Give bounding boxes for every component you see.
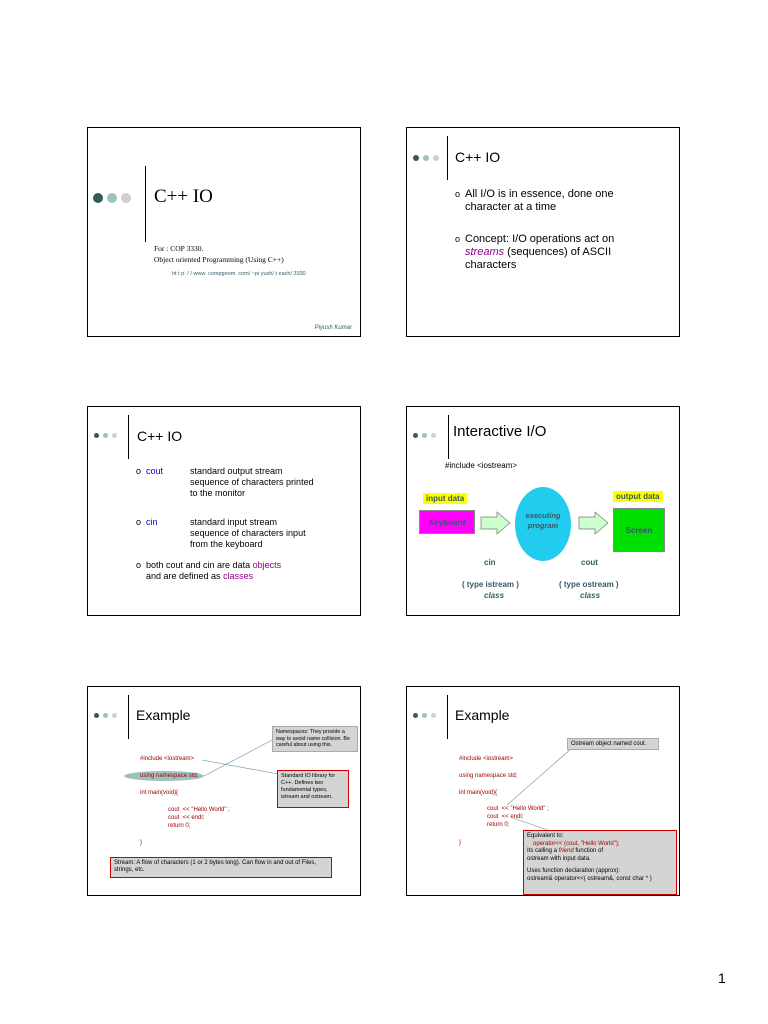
code-include: #include <iostream>	[140, 756, 195, 762]
bullet-dots-icon	[413, 155, 439, 161]
divider-line	[128, 415, 129, 459]
course-text: For : COP 3330.	[154, 244, 204, 253]
code-close: }	[140, 840, 143, 846]
slide-4	[406, 406, 680, 616]
code-using: using namespace std;	[140, 773, 199, 779]
subtitle-text: Object oriented Programming (Using C++)	[154, 255, 284, 264]
type-ostream: ( type ostream )	[559, 580, 619, 589]
slide-6	[406, 686, 680, 896]
slide-title: C++ IO	[137, 428, 183, 444]
cout-label: cout	[581, 558, 598, 567]
type-istream: ( type istream )	[462, 580, 519, 589]
equivalent-note: Equivalent to: operator<< (cout, "Hello World"); Its calling a friend function of ostream with input data. Uses function declaration (approx): ostream& operator<<( ostream&, const char * )	[523, 830, 677, 895]
code-line-3: return 0;	[487, 822, 510, 828]
author-text: Piyush Kumar	[314, 325, 352, 331]
slide-2: C++ IO o All I/O is in essence, done one character at a time o Concept: I/O operations act on streams (sequences) of ASCII characters	[406, 127, 680, 337]
circle-bullet-icon: o	[136, 466, 142, 476]
circle-bullet-icon: o	[136, 517, 142, 527]
class-label-2: class	[580, 591, 601, 600]
code-close: }	[459, 840, 462, 846]
code-line-3: return 0;	[168, 823, 191, 829]
slide-title: Interactive I/O	[453, 423, 547, 440]
circle-bullet-icon: o	[455, 234, 461, 244]
code-line-1: cout << "Hello World" ;	[487, 806, 549, 812]
class-label-1: class	[484, 591, 505, 600]
include-text: #include <iostream>	[445, 461, 518, 470]
code-line-1: cout << "Hello World" ;	[168, 807, 230, 813]
bullet-dots-icon	[93, 193, 131, 203]
slide-title: Example	[136, 707, 191, 723]
output-data-label: output data	[613, 491, 663, 502]
keyboard-box: Keyboard	[419, 510, 475, 534]
slide-title: Example	[455, 707, 510, 723]
code-line-2: cout << endl;	[168, 815, 205, 821]
url-link[interactable]: ht t p: / / www. compgeom. com/ ~pi yush/ t each/ 3330	[172, 271, 306, 277]
screen-box: Screen	[613, 508, 665, 552]
slide-title: C++ IO	[455, 149, 501, 165]
program-label: executing program	[525, 511, 561, 530]
code-include: #include <iostream>	[459, 756, 514, 762]
code-using: using namespace std;	[459, 773, 518, 779]
code-main: int main(void){	[140, 790, 179, 796]
code-main: int main(void){	[459, 790, 498, 796]
right-arrow-icon	[579, 512, 608, 534]
input-data-label: input data	[423, 493, 467, 504]
circle-bullet-icon: o	[136, 560, 142, 570]
cin-label: cin	[484, 558, 496, 567]
slide-3: C++ IO o cout standard output stream sequence of characters printed to the monitor o cin standard input stream sequence of characters input from the keyboard o both cout and cin are data objects and are defined as classes	[87, 406, 361, 616]
slide-1	[87, 127, 361, 337]
io-library-note: Standard IO library for C++. Defines two fundamental types, istream and ostream.	[277, 770, 349, 808]
bullet-dots-icon	[94, 433, 117, 438]
code-line-2: cout << endl;	[487, 814, 524, 820]
stream-note: Stream: A flow of characters (1 or 2 bytes long). Can flow in and out of Files, strings, etc.	[110, 857, 332, 878]
divider-line	[145, 166, 146, 242]
slide-5	[87, 686, 361, 896]
page-number: 1	[718, 970, 726, 986]
slide-title: C++ IO	[154, 186, 213, 207]
namespace-note: Namespaces: They provide a way to avoid name collision. Be careful about using this.	[272, 726, 358, 752]
circle-bullet-icon: o	[455, 189, 461, 199]
right-arrow-icon	[481, 512, 510, 534]
ostream-note: Ostream object named cout.	[567, 738, 659, 750]
divider-line	[447, 136, 448, 180]
